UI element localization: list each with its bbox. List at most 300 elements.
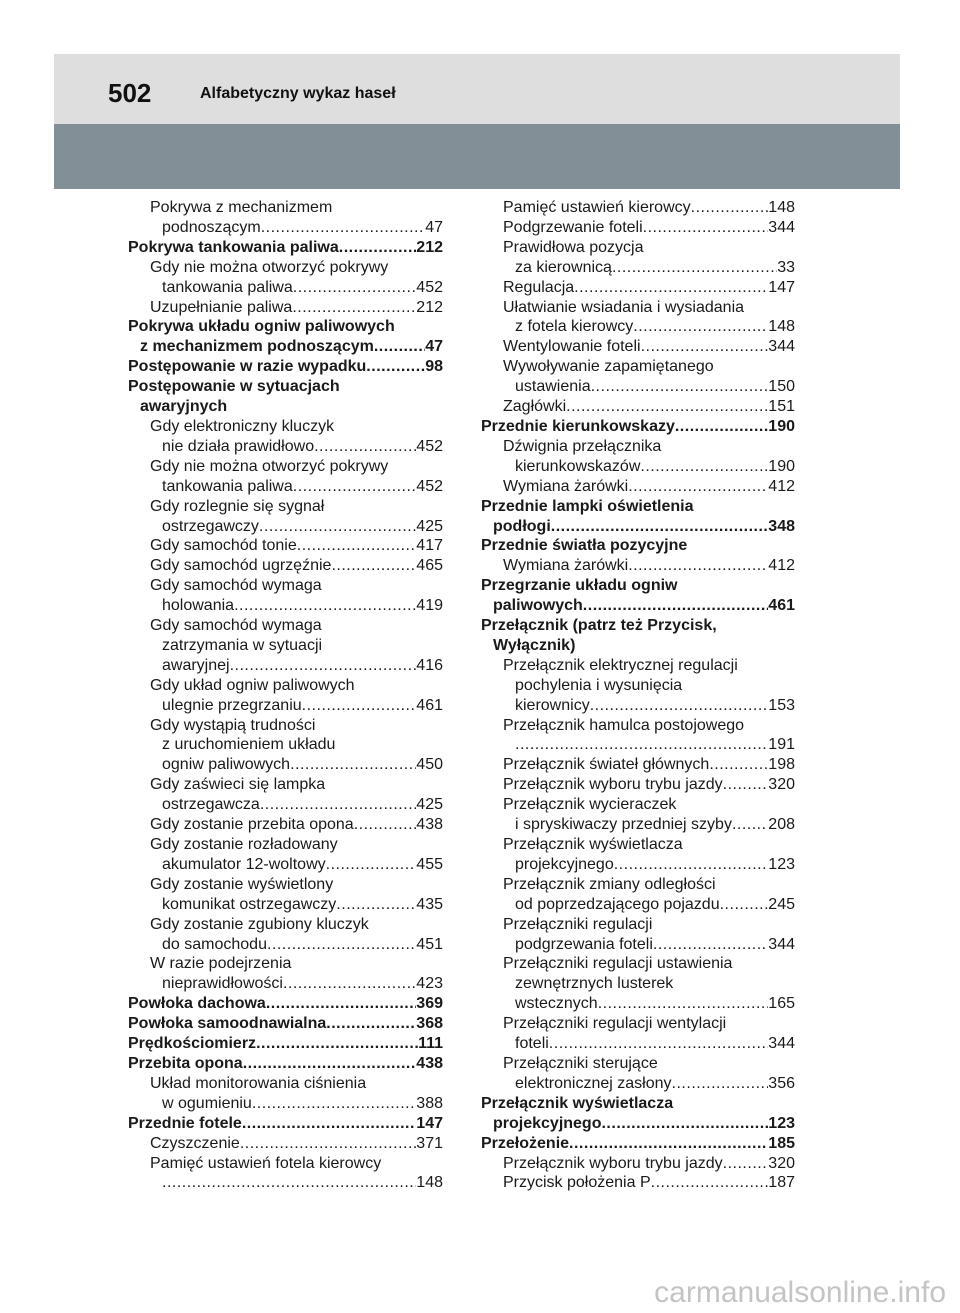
entry-text: do samochodu: [162, 935, 267, 953]
dot-leader: [515, 735, 768, 755]
entry-line: [150, 596, 443, 616]
page-reference: 47: [425, 338, 443, 356]
entry-text: Gdy zostanie wyświetlony: [150, 875, 334, 893]
entry-line: [503, 954, 795, 974]
dot-leader: [292, 298, 416, 318]
entry-line: [481, 576, 795, 596]
dot-leader: [374, 337, 425, 357]
index-entry-main: [128, 1114, 443, 1134]
header-band: [54, 54, 900, 124]
page-reference: 198: [768, 756, 795, 774]
index-entry-sub: [481, 437, 795, 477]
entry-line: [150, 895, 443, 915]
entry-text: ostrzegawcza: [162, 796, 260, 814]
page-reference: 33: [777, 258, 795, 276]
page-reference: 212: [416, 298, 443, 316]
entry-line: [150, 576, 443, 596]
entry-text: nieprawidłowości: [162, 975, 283, 993]
index-entry-sub: [128, 1154, 443, 1194]
dot-leader: [261, 218, 425, 238]
dot-leader: [549, 1034, 769, 1054]
entry-line: [503, 337, 795, 357]
index-entry-sub: [481, 238, 795, 278]
dot-leader: [283, 974, 416, 994]
dot-leader: [242, 1114, 416, 1134]
page-reference: 452: [416, 477, 443, 495]
header-accent-bar: [54, 124, 900, 189]
entry-line: [128, 1114, 443, 1134]
index-entry-sub: [481, 1154, 795, 1174]
page-reference: 451: [416, 935, 443, 953]
entry-text: Gdy zostanie rozładowany: [150, 836, 338, 853]
entry-text: Dźwignia przełącznika: [503, 437, 662, 455]
entry-text: kierunkowskazów: [515, 457, 641, 475]
index-entry-main: [481, 497, 795, 537]
page-reference: 148: [768, 318, 795, 336]
page-reference: 185: [768, 1134, 795, 1152]
entry-line: [503, 855, 795, 875]
entry-line: [150, 656, 443, 676]
entry-line: [150, 1094, 443, 1114]
entry-text: foteli: [515, 1035, 549, 1053]
entry-line: [128, 1054, 443, 1074]
entry-text: z mechanizmem podnoszącym: [140, 338, 374, 356]
entry-text: Pamięć ustawień kierowcy: [503, 199, 691, 216]
page-reference: 151: [768, 398, 795, 416]
page-reference: 150: [768, 378, 795, 396]
dot-leader: [583, 596, 769, 616]
index-entry-main: [481, 1134, 795, 1154]
index-entry-sub: [481, 755, 795, 775]
page-reference: 245: [768, 895, 795, 913]
page-reference: 191: [768, 736, 795, 754]
entry-line: [150, 616, 443, 636]
dot-leader: [551, 517, 769, 537]
entry-line: [503, 935, 795, 955]
page-reference: 425: [416, 796, 443, 814]
entry-text: ogniw paliwowych: [162, 756, 291, 774]
index-entry-sub: [128, 616, 443, 676]
entry-text: Czyszczenie: [150, 1134, 240, 1152]
entry-line: [128, 1014, 443, 1034]
entry-line: [128, 238, 443, 258]
entry-line: [150, 198, 443, 218]
dot-leader: [259, 517, 416, 537]
page-reference: 111: [418, 1035, 443, 1053]
entry-text: Wentylowanie foteli: [503, 338, 641, 356]
index-entry-sub: [128, 716, 443, 776]
dot-leader: [569, 1134, 768, 1154]
entry-line: [150, 775, 443, 795]
entry-text: Zagłówki: [503, 398, 567, 416]
entry-line: [503, 915, 795, 935]
index-entry-sub: [481, 716, 795, 756]
dot-leader: [326, 1014, 416, 1034]
index-entry-main: [128, 1014, 443, 1034]
entry-line: [503, 656, 795, 676]
entry-text: od poprzedzającego pojazdu: [515, 895, 720, 913]
index-entry-sub: [481, 198, 795, 218]
page-reference: 320: [768, 1154, 795, 1172]
index-entry-main: [128, 317, 443, 357]
entry-text: Powłoka samoodnawialna: [128, 1015, 327, 1033]
entry-line: [481, 517, 795, 537]
entry-text: pochylenia i wysunięcia: [515, 676, 683, 694]
entry-line: [150, 536, 443, 556]
entry-line: [150, 1154, 443, 1174]
index-entry-sub: [481, 1173, 795, 1193]
dot-leader: [267, 935, 416, 955]
index-entry-sub: [481, 1014, 795, 1054]
entry-text: komunikat ostrzegawczy: [162, 895, 337, 913]
entry-text: Przełączniki sterujące: [503, 1054, 658, 1072]
dot-leader: [252, 1094, 416, 1114]
dot-leader: [339, 238, 417, 258]
entry-line: [503, 676, 795, 696]
entry-line: [481, 536, 795, 556]
entry-text: Gdy zostanie przebita opona: [150, 816, 354, 834]
index-entry-sub: [481, 1054, 795, 1094]
entry-text: Gdy zaświeci się lampka: [150, 776, 326, 794]
entry-line: [503, 298, 795, 318]
index-entry-sub: [481, 795, 795, 835]
dot-leader: [297, 536, 417, 556]
dot-leader: [675, 417, 768, 437]
entry-line: [150, 556, 443, 576]
page-reference: 348: [768, 517, 795, 535]
entry-text: Przebita opona: [128, 1054, 243, 1072]
entry-text: Przełączniki regulacji: [503, 915, 653, 933]
index-entry-sub: [128, 835, 443, 875]
index-entry-sub: [481, 835, 795, 875]
entry-line: [150, 457, 443, 477]
index-entry-main: [481, 417, 795, 437]
page-reference: 344: [768, 1035, 795, 1053]
entry-line: [128, 1034, 443, 1054]
entry-text: Przełącznik zmiany odległości: [503, 875, 716, 893]
entry-text: Wyłącznik): [493, 636, 576, 654]
entry-text: za kierownicą: [515, 258, 612, 276]
index-entry-sub: [481, 875, 795, 915]
dot-leader: [732, 815, 768, 835]
entry-text: zatrzymania w sytuacji: [162, 636, 323, 654]
dot-leader: [709, 755, 768, 775]
entry-line: [503, 317, 795, 337]
index-entry-sub: [481, 337, 795, 357]
page-reference: 344: [768, 338, 795, 356]
entry-line: [481, 417, 795, 437]
entry-text: Gdy nie można otworzyć pokrywy: [150, 457, 389, 475]
dot-leader: [293, 477, 417, 497]
entry-line: [503, 1034, 795, 1054]
index-entry-sub: [128, 556, 443, 576]
dot-leader: [640, 457, 768, 477]
entry-line: [503, 815, 795, 835]
entry-text: projekcyjnego: [515, 855, 614, 873]
dot-leader: [723, 775, 769, 795]
dot-leader: [612, 258, 777, 278]
entry-text: projekcyjnego: [493, 1114, 602, 1132]
entry-text: podgrzewania foteli: [515, 935, 653, 953]
dot-leader: [302, 696, 417, 716]
index-entry-main: [481, 576, 795, 616]
entry-line: [150, 915, 443, 935]
entry-text: Układ monitorowania ciśnienia: [150, 1074, 367, 1092]
index-entry-sub: [481, 218, 795, 238]
index-entry-sub: [128, 775, 443, 815]
index-entry-sub: [481, 915, 795, 955]
entry-text: Przełączniki regulacji wentylacji: [503, 1015, 727, 1033]
entry-line: [150, 1134, 443, 1154]
entry-line: [503, 218, 795, 238]
page-reference: 369: [416, 995, 443, 1013]
entry-text: nie działa prawidłowo: [162, 437, 315, 455]
entry-text: Prędkościomierz: [128, 1035, 257, 1053]
index-entry-main: [128, 1034, 443, 1054]
entry-line: [150, 755, 443, 775]
entry-text: Przednie lampki oświetlenia: [481, 497, 694, 515]
dot-leader: [590, 696, 769, 716]
entry-line: [503, 258, 795, 278]
page-reference: 465: [416, 557, 443, 575]
entry-text: Przełącznik elektrycznej regulacji: [503, 656, 738, 674]
entry-line: [481, 616, 795, 636]
dot-leader: [326, 855, 417, 875]
index-entry-sub: [128, 676, 443, 716]
dot-leader: [331, 556, 416, 576]
entry-text: Postępowanie w sytuacjach: [128, 378, 340, 396]
entry-line: [503, 1154, 795, 1174]
entry-text: podłogi: [493, 517, 551, 535]
entry-text: Przycisk położenia P: [503, 1174, 651, 1192]
entry-line: [503, 556, 795, 576]
index-entry-sub: [481, 298, 795, 338]
page-reference: 320: [768, 776, 795, 794]
page-reference: 455: [416, 855, 443, 873]
entry-text: Gdy nie można otworzyć pokrywy: [150, 258, 389, 276]
entry-line: [150, 935, 443, 955]
dot-leader: [266, 994, 416, 1014]
entry-text: Przełącznik świateł głównych: [503, 756, 710, 774]
entry-line: [503, 1173, 795, 1193]
page-reference: 190: [768, 457, 795, 475]
entry-line: [150, 278, 443, 298]
page-reference: 187: [768, 1174, 795, 1192]
dot-leader: [598, 994, 769, 1014]
dot-leader: [591, 377, 769, 397]
entry-line: [503, 875, 795, 895]
index-entry-sub: [128, 875, 443, 915]
page-reference: 148: [416, 1174, 443, 1192]
entry-line: [150, 636, 443, 656]
entry-text: Postępowanie w razie wypadku: [128, 358, 367, 376]
entry-text: Gdy samochód tonie: [150, 537, 297, 555]
dot-leader: [720, 895, 769, 915]
index-entry-sub: [128, 576, 443, 616]
entry-text: Przełącznik wycieraczek: [503, 796, 677, 814]
index-entry-sub: [128, 815, 443, 835]
entry-line: [503, 974, 795, 994]
entry-line: [503, 437, 795, 457]
entry-text: holowania: [162, 597, 235, 615]
entry-text: paliwowych: [493, 597, 583, 615]
page-reference: 47: [425, 218, 443, 236]
entry-text: tankowania paliwa: [162, 477, 293, 495]
entry-line: [150, 258, 443, 278]
dot-leader: [234, 596, 416, 616]
page-reference: 356: [768, 1074, 795, 1092]
index-entry-main: [481, 536, 795, 556]
entry-line: [150, 477, 443, 497]
entry-line: [503, 775, 795, 795]
dot-leader: [691, 198, 769, 218]
entry-line: [150, 1074, 443, 1094]
page-reference: 461: [768, 597, 795, 615]
entry-text: podnoszącym: [162, 218, 261, 236]
entry-text: Podgrzewanie foteli: [503, 218, 643, 236]
entry-line: [150, 716, 443, 736]
entry-line: [481, 1134, 795, 1154]
index-entry-sub: [481, 357, 795, 397]
entry-text: Gdy układ ogniw paliwowych: [150, 676, 355, 694]
entry-text: Przednie kierunkowskazy: [481, 417, 675, 435]
entry-line: [150, 497, 443, 517]
page-reference: 438: [416, 816, 443, 834]
entry-line: [481, 636, 795, 656]
dot-leader: [628, 477, 768, 497]
page-reference: 123: [768, 855, 795, 873]
entry-line: [150, 735, 443, 755]
page-reference: 388: [416, 1094, 443, 1112]
index-entry-main: [128, 377, 443, 417]
index-column-left: [128, 198, 443, 1193]
entry-text: Przełącznik wyboru trybu jazdy: [503, 1154, 723, 1172]
entry-text: awaryjnych: [140, 398, 228, 416]
page-reference: 450: [416, 756, 443, 774]
entry-line: [481, 1114, 795, 1134]
entry-text: Przełącznik hamulca postojowego: [503, 716, 745, 734]
entry-text: kierownicy: [515, 696, 590, 714]
entry-text: i spryskiwaczy przedniej szyby: [515, 816, 732, 834]
entry-text: Pokrywa z mechanizmem: [150, 199, 333, 216]
entry-text: z uruchomieniem układu: [162, 736, 336, 754]
index-entry-sub: [128, 954, 443, 994]
page-reference: 452: [416, 437, 443, 455]
index-entry-main: [128, 994, 443, 1014]
entry-line: [150, 835, 443, 855]
dot-leader: [336, 895, 416, 915]
dot-leader: [354, 815, 417, 835]
entry-line: [481, 596, 795, 616]
index-entry-sub: [481, 656, 795, 716]
page-reference: 452: [416, 278, 443, 296]
entry-text: ustawienia: [515, 378, 591, 396]
dot-leader: [574, 278, 768, 298]
entry-line: [150, 855, 443, 875]
entry-text: Pamięć ustawień fotela kierowcy: [150, 1154, 382, 1172]
page-reference: 412: [768, 477, 795, 495]
entry-line: [503, 377, 795, 397]
entry-text: tankowania paliwa: [162, 278, 293, 296]
entry-line: [128, 397, 443, 417]
entry-line: [503, 716, 795, 736]
page-reference: 147: [416, 1114, 443, 1132]
entry-text: ostrzegawczy: [162, 517, 259, 535]
page-reference: 412: [768, 557, 795, 575]
entry-text: Przegrzanie układu ogniw: [481, 577, 678, 595]
index-entry-sub: [128, 1074, 443, 1114]
entry-text: Wywoływanie zapamiętanego: [503, 358, 714, 376]
dot-leader: [256, 1034, 418, 1054]
section-title: Alfabetyczny wykaz haseł: [200, 85, 396, 102]
entry-line: [503, 735, 795, 755]
dot-leader: [601, 1114, 768, 1134]
entry-line: [128, 357, 443, 377]
index-entry-main: [128, 238, 443, 258]
index-entry-sub: [128, 497, 443, 537]
index-entry-sub: [481, 775, 795, 795]
entry-text: Ułatwianie wsiadania i wysiadania: [503, 298, 745, 316]
dot-leader: [293, 278, 417, 298]
page-reference: 153: [768, 696, 795, 714]
entry-text: Przełącznik wyświetlacza: [503, 836, 683, 853]
entry-line: [481, 1094, 795, 1114]
index-entry-sub: [481, 477, 795, 497]
page-reference: 148: [768, 199, 795, 216]
dot-leader: [162, 1173, 416, 1193]
page-reference: 419: [416, 597, 443, 615]
index-entry-sub: [481, 556, 795, 576]
entry-line: [503, 457, 795, 477]
page-reference: 425: [416, 517, 443, 535]
entry-line: [503, 755, 795, 775]
dot-leader: [240, 1134, 416, 1154]
entry-line: [503, 795, 795, 815]
page-reference: 423: [416, 975, 443, 993]
entry-text: w ogumieniu: [162, 1094, 252, 1112]
index-column-right: [481, 198, 795, 1193]
watermark: carmanualsonline.info: [654, 1276, 946, 1309]
index-entry-main: [481, 616, 795, 656]
entry-line: [503, 198, 795, 218]
entry-text: Wymiana żarówki: [503, 477, 629, 495]
entry-line: [150, 437, 443, 457]
entry-text: W razie podejrzenia: [150, 955, 292, 973]
dot-leader: [723, 1154, 769, 1174]
entry-text: Gdy rozlegnie się sygnał: [150, 497, 325, 515]
entry-text: zewnętrznych lusterek: [515, 975, 674, 993]
index-entry-sub: [128, 915, 443, 955]
page-reference: 461: [416, 696, 443, 714]
dot-leader: [243, 1054, 417, 1074]
entry-line: [150, 1173, 443, 1193]
entry-text: Przełożenie: [481, 1134, 570, 1152]
index-entry-sub: [128, 258, 443, 298]
page-reference: 98: [425, 358, 443, 376]
entry-text: Powłoka dachowa: [128, 995, 266, 1013]
entry-text: Przełącznik wyświetlacza: [481, 1094, 674, 1112]
entry-line: [150, 954, 443, 974]
entry-text: Pokrywa układu ogniw paliwowych: [128, 318, 395, 336]
entry-line: [128, 994, 443, 1014]
entry-line: [150, 517, 443, 537]
entry-line: [503, 278, 795, 298]
page-reference: 344: [768, 218, 795, 236]
index-entry-sub: [481, 397, 795, 417]
entry-text: Przełącznik (patrz też Przycisk,: [481, 617, 717, 635]
dot-leader: [614, 855, 769, 875]
entry-text: wstecznych: [515, 995, 598, 1013]
